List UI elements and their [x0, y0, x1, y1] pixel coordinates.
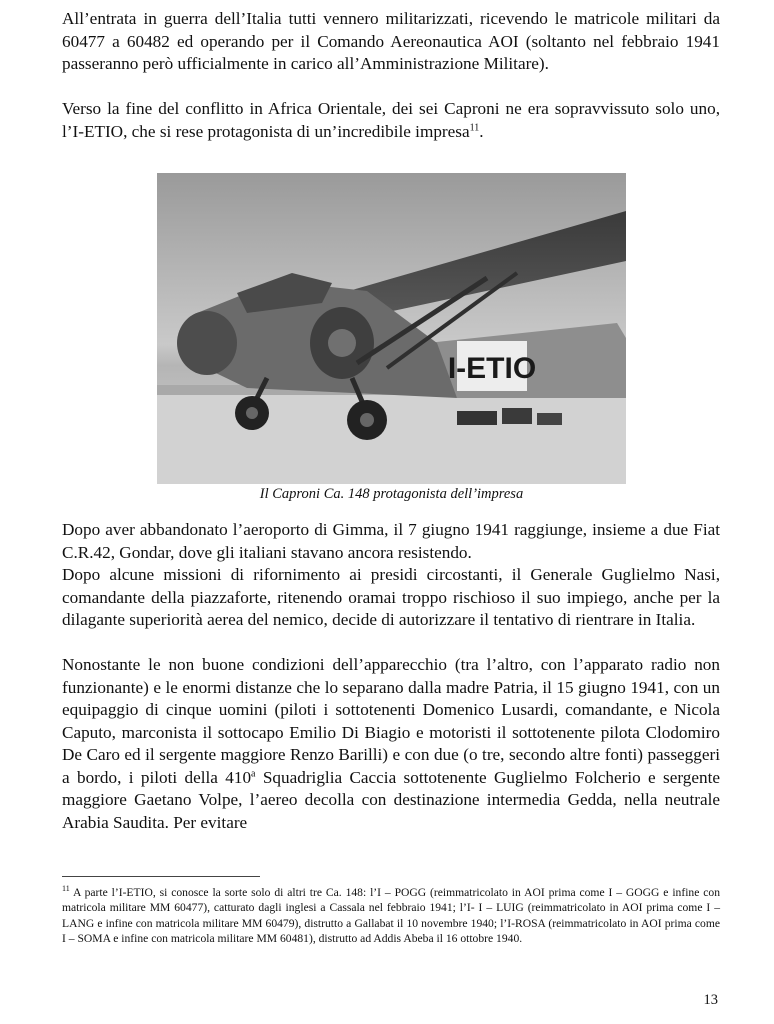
paragraph-5-text-b: Squadriglia Caccia sottotenente Guglielmo Folcherio e sergente maggiore Gaetano Volpe, l’aereo decolla con destinazione intermedia Gedda, nella neutrale Arabia Saudita. Per evitare: [62, 767, 720, 832]
footnote-divider: [62, 876, 260, 877]
paragraph-5-text-a: Nonostante le non buone condizioni dell’apparecchio (tra l’altro, con l’apparato radio non funzionante) e le enormi distanze che lo separano dalla madre Patria, il 15 giugno 1941, con un equipaggio di cinque uomini (piloti i sottotenenti Domenico Lusardi, comandante, e Nicola Caputo, marconista il sottocapo Emilio Di Biagio e motoristi il sottotenente pilota Clodomiro De Caro ed il sergente maggiore Renzo Barilli) e con due (o tre, secondo altre fonti) passeggeri a bordo, i piloti della 410: [62, 655, 720, 787]
footnote-reference[interactable]: 11: [469, 121, 480, 133]
paragraph-militarization: [62, 8, 720, 76]
paragraph-departure: [62, 654, 720, 834]
caproni-aircraft-image: [157, 173, 626, 484]
paragraph-nasi: [62, 564, 720, 632]
paragraph-4-text: Dopo alcune missioni di rifornimento ai presidi circostanti, il Generale Guglielmo Nasi, comandante della piazzaforte, ritenendo oramai troppo rischioso il suo impiego, anche per la dilagante superiorità aerea del nemico, decide di autorizzare il tentativo di rientrare in Italia.: [62, 565, 720, 629]
footnote-text: A parte l’I-ETIO, si conosce la sorte solo di altri tre Ca. 148: l’I – POGG (reimmatricolato in AOI prima come I – GOGG e infine con matricola militare MM 60477), catturato dagli inglesi a Cassala nel febbraio 1941; l’I- I – LUIG (reimmatricolato in AOI prima come I – LANG e infine con matricola militare MM 60479), distrutto a Gallabat il 10 novembre 1940; l’I-ROSA (reimmatricolato in AOI prima come I – SOMA e infine con matricola militare MM 60481), distrutto ad Addis Abeba il 16 ottobre 1940.: [62, 886, 720, 946]
ordinal-indicator: a: [251, 767, 256, 779]
paragraph-survivor: Verso la fine del conflitto in Africa Orientale, dei sei Caproni ne era sopravvissuto solo uno, l’I-ETIO, che si rese protagonista di un’incredibile impresa$^{11}$.: [62, 99, 720, 141]
paragraph-3-text: Dopo aver abbandonato l’aeroporto di Gimma, il 7 giugno 1941 raggiunge, insieme a due Fiat C.R.42, Gondar, dove gli italiani stavano ancora resistendo.: [62, 520, 720, 562]
paragraph-1-text: All’entrata in guerra dell’Italia tutti vennero militarizzati, ricevendo le matricole militari da 60477 a 60482 ed operando per il Comando Aereonautica AOI (soltanto nel febbraio 1941 passeranno però ufficialmente in carico all’Amministrazione Militare).: [62, 9, 720, 73]
paragraph-gondar: [62, 519, 720, 564]
footnote-number: 11: [62, 884, 70, 894]
paragraph-2-text: Verso la fine del conflitto in Africa Orientale, dei sei Caproni ne era sopravvissuto solo uno, l’I-ETIO, che si rese protagonista di un’incredibile impresa: [62, 99, 720, 141]
fuselage-marking: I-ETIO: [447, 352, 537, 385]
footnote-11: [62, 885, 720, 947]
aircraft-photo: [157, 173, 626, 484]
page-number: 13: [703, 992, 718, 1008]
photo-caption: Il Caproni Ca. 148 protagonista dell’impresa: [259, 486, 524, 502]
